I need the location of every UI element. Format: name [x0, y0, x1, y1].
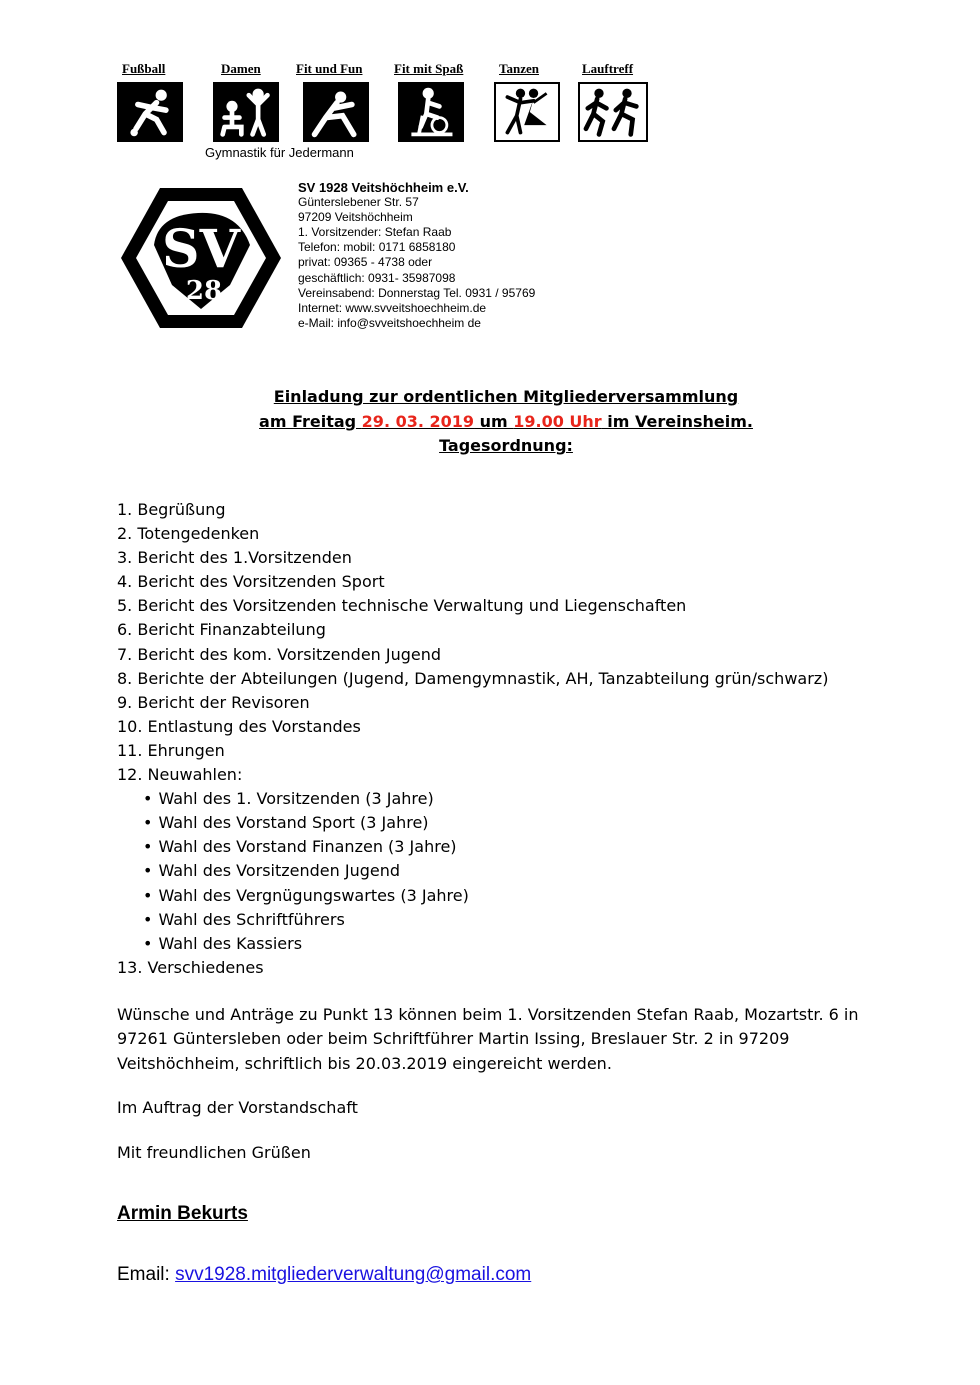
agenda-item: 3. Bericht des 1.Vorsitzenden	[117, 548, 352, 568]
club-phone-private: privat: 09365 - 4738 oder	[298, 255, 433, 270]
election-item: • Wahl des 1. Vorsitzenden (3 Jahre)	[117, 787, 828, 811]
election-item: • Wahl des Vorsitzenden Jugend	[117, 859, 828, 883]
gymnastics-icon	[213, 82, 279, 142]
on-behalf-text: Im Auftrag der Vorstandschaft	[117, 1098, 358, 1117]
sport-label-fussball: Fußball	[122, 61, 166, 76]
agenda-item: 7. Bericht des kom. Vorsitzenden Jugend	[117, 644, 442, 664]
contact-email-line	[117, 1264, 531, 1286]
greeting-text: Mit freundlichen Grüßen	[117, 1143, 311, 1162]
club-phone-mobile: Telefon: mobil: 0171 6858180	[298, 240, 456, 255]
dancing-couple-icon	[494, 82, 560, 142]
invitation-date-prefix: am Freitag	[259, 412, 362, 431]
club-address-street: Günterslebener Str. 57	[298, 195, 419, 210]
meeting-time: 19.00 Uhr	[513, 412, 602, 431]
sport-label-lauftreff: Lauftreff	[582, 61, 634, 76]
email-link[interactable]: svv1928.mitgliederverwaltung@gmail.com	[175, 1264, 532, 1285]
requests-paragraph: Wünsche und Anträge zu Punkt 13 können beim 1. Vorsitzenden Stefan Raab, Mozartstr. 6 in 97261 Güntersleben oder beim Schriftführer Martin Issing, Breslauer Str. 2 in 97209 Veitshöchheim, schriftlich bis 20.03.2019 eingereicht werden.	[117, 1005, 859, 1073]
club-website: Internet: www.svveitshoechheim.de	[298, 300, 487, 315]
agenda-item: 13. Verschiedenes	[117, 957, 264, 977]
signature-name: Armin Bekurts	[117, 1203, 248, 1224]
agenda-item: 6. Bericht Finanzabteilung	[117, 620, 326, 640]
agenda-item: 5. Bericht des Vorsitzenden technische Verwaltung und Liegenschaften	[117, 596, 687, 616]
sport-label-fit-und-fun: Fit und Fun	[296, 61, 363, 76]
invitation-date-suffix: im Vereinsheim.	[601, 412, 753, 431]
soccer-player-icon	[117, 82, 183, 142]
sport-label-damen: Damen	[221, 61, 261, 76]
agenda-item: 9. Bericht der Revisoren	[117, 692, 310, 712]
invitation-title: Einladung zur ordentlichen Mitgliederversammlung	[273, 387, 739, 406]
agenda-item: 2. Totengedenken	[117, 524, 260, 544]
agenda-item: 12. Neuwahlen:	[117, 765, 243, 785]
logo-text-28: 28	[185, 276, 223, 306]
agenda-item: 8. Berichte der Abteilungen (Jugend, Damengymnastik, AH, Tanzabteilung grün/schwarz)	[117, 668, 829, 688]
exercise-bike-icon	[398, 82, 464, 142]
meeting-date: 29. 03. 2019	[361, 412, 475, 431]
runners-icon	[578, 82, 648, 142]
club-chairman: 1. Vorsitzender: Stefan Raab	[298, 225, 452, 240]
election-item: • Wahl des Vorstand Finanzen (3 Jahre)	[117, 835, 828, 859]
election-item: • Wahl des Vergnügungswartes (3 Jahre)	[117, 884, 828, 908]
agenda-list	[117, 498, 828, 980]
club-address-city: 97209 Veitshöchheim	[298, 210, 413, 225]
invitation-date-line	[0, 412, 980, 431]
club-email: e-Mail: info@svveitshoechheim de	[298, 315, 481, 330]
agenda-item: 1. Begrüßung	[117, 500, 226, 519]
stretching-icon	[303, 82, 369, 142]
election-item: • Wahl des Vorstand Sport (3 Jahre)	[117, 811, 828, 835]
club-logo	[118, 185, 284, 331]
sport-label-fit-mit-spass: Fit mit Spaß	[394, 61, 464, 76]
gymnastics-caption: Gymnastik für Jedermann	[205, 145, 354, 160]
email-label: Email:	[117, 1264, 176, 1285]
election-item: • Wahl des Schriftführers	[117, 908, 828, 932]
club-evening: Vereinsabend: Donnerstag Tel. 0931 / 95769	[298, 285, 536, 300]
club-name: SV 1928 Veitshöchheim e.V.	[298, 180, 469, 195]
election-item: • Wahl des Kassiers	[117, 932, 828, 956]
agenda-item: 11. Ehrungen	[117, 740, 225, 760]
sport-label-tanzen: Tanzen	[499, 61, 539, 76]
agenda-item: 4. Bericht des Vorsitzenden Sport	[117, 572, 385, 592]
club-phone-business: geschäftlich: 0931- 35987098	[298, 270, 456, 285]
agenda-heading: Tagesordnung:	[439, 436, 573, 455]
logo-text-sv: SV	[162, 219, 240, 280]
agenda-item: 10. Entlastung des Vorstandes	[117, 716, 361, 736]
club-contact-info	[298, 180, 535, 331]
invitation-date-mid: um	[474, 412, 514, 431]
